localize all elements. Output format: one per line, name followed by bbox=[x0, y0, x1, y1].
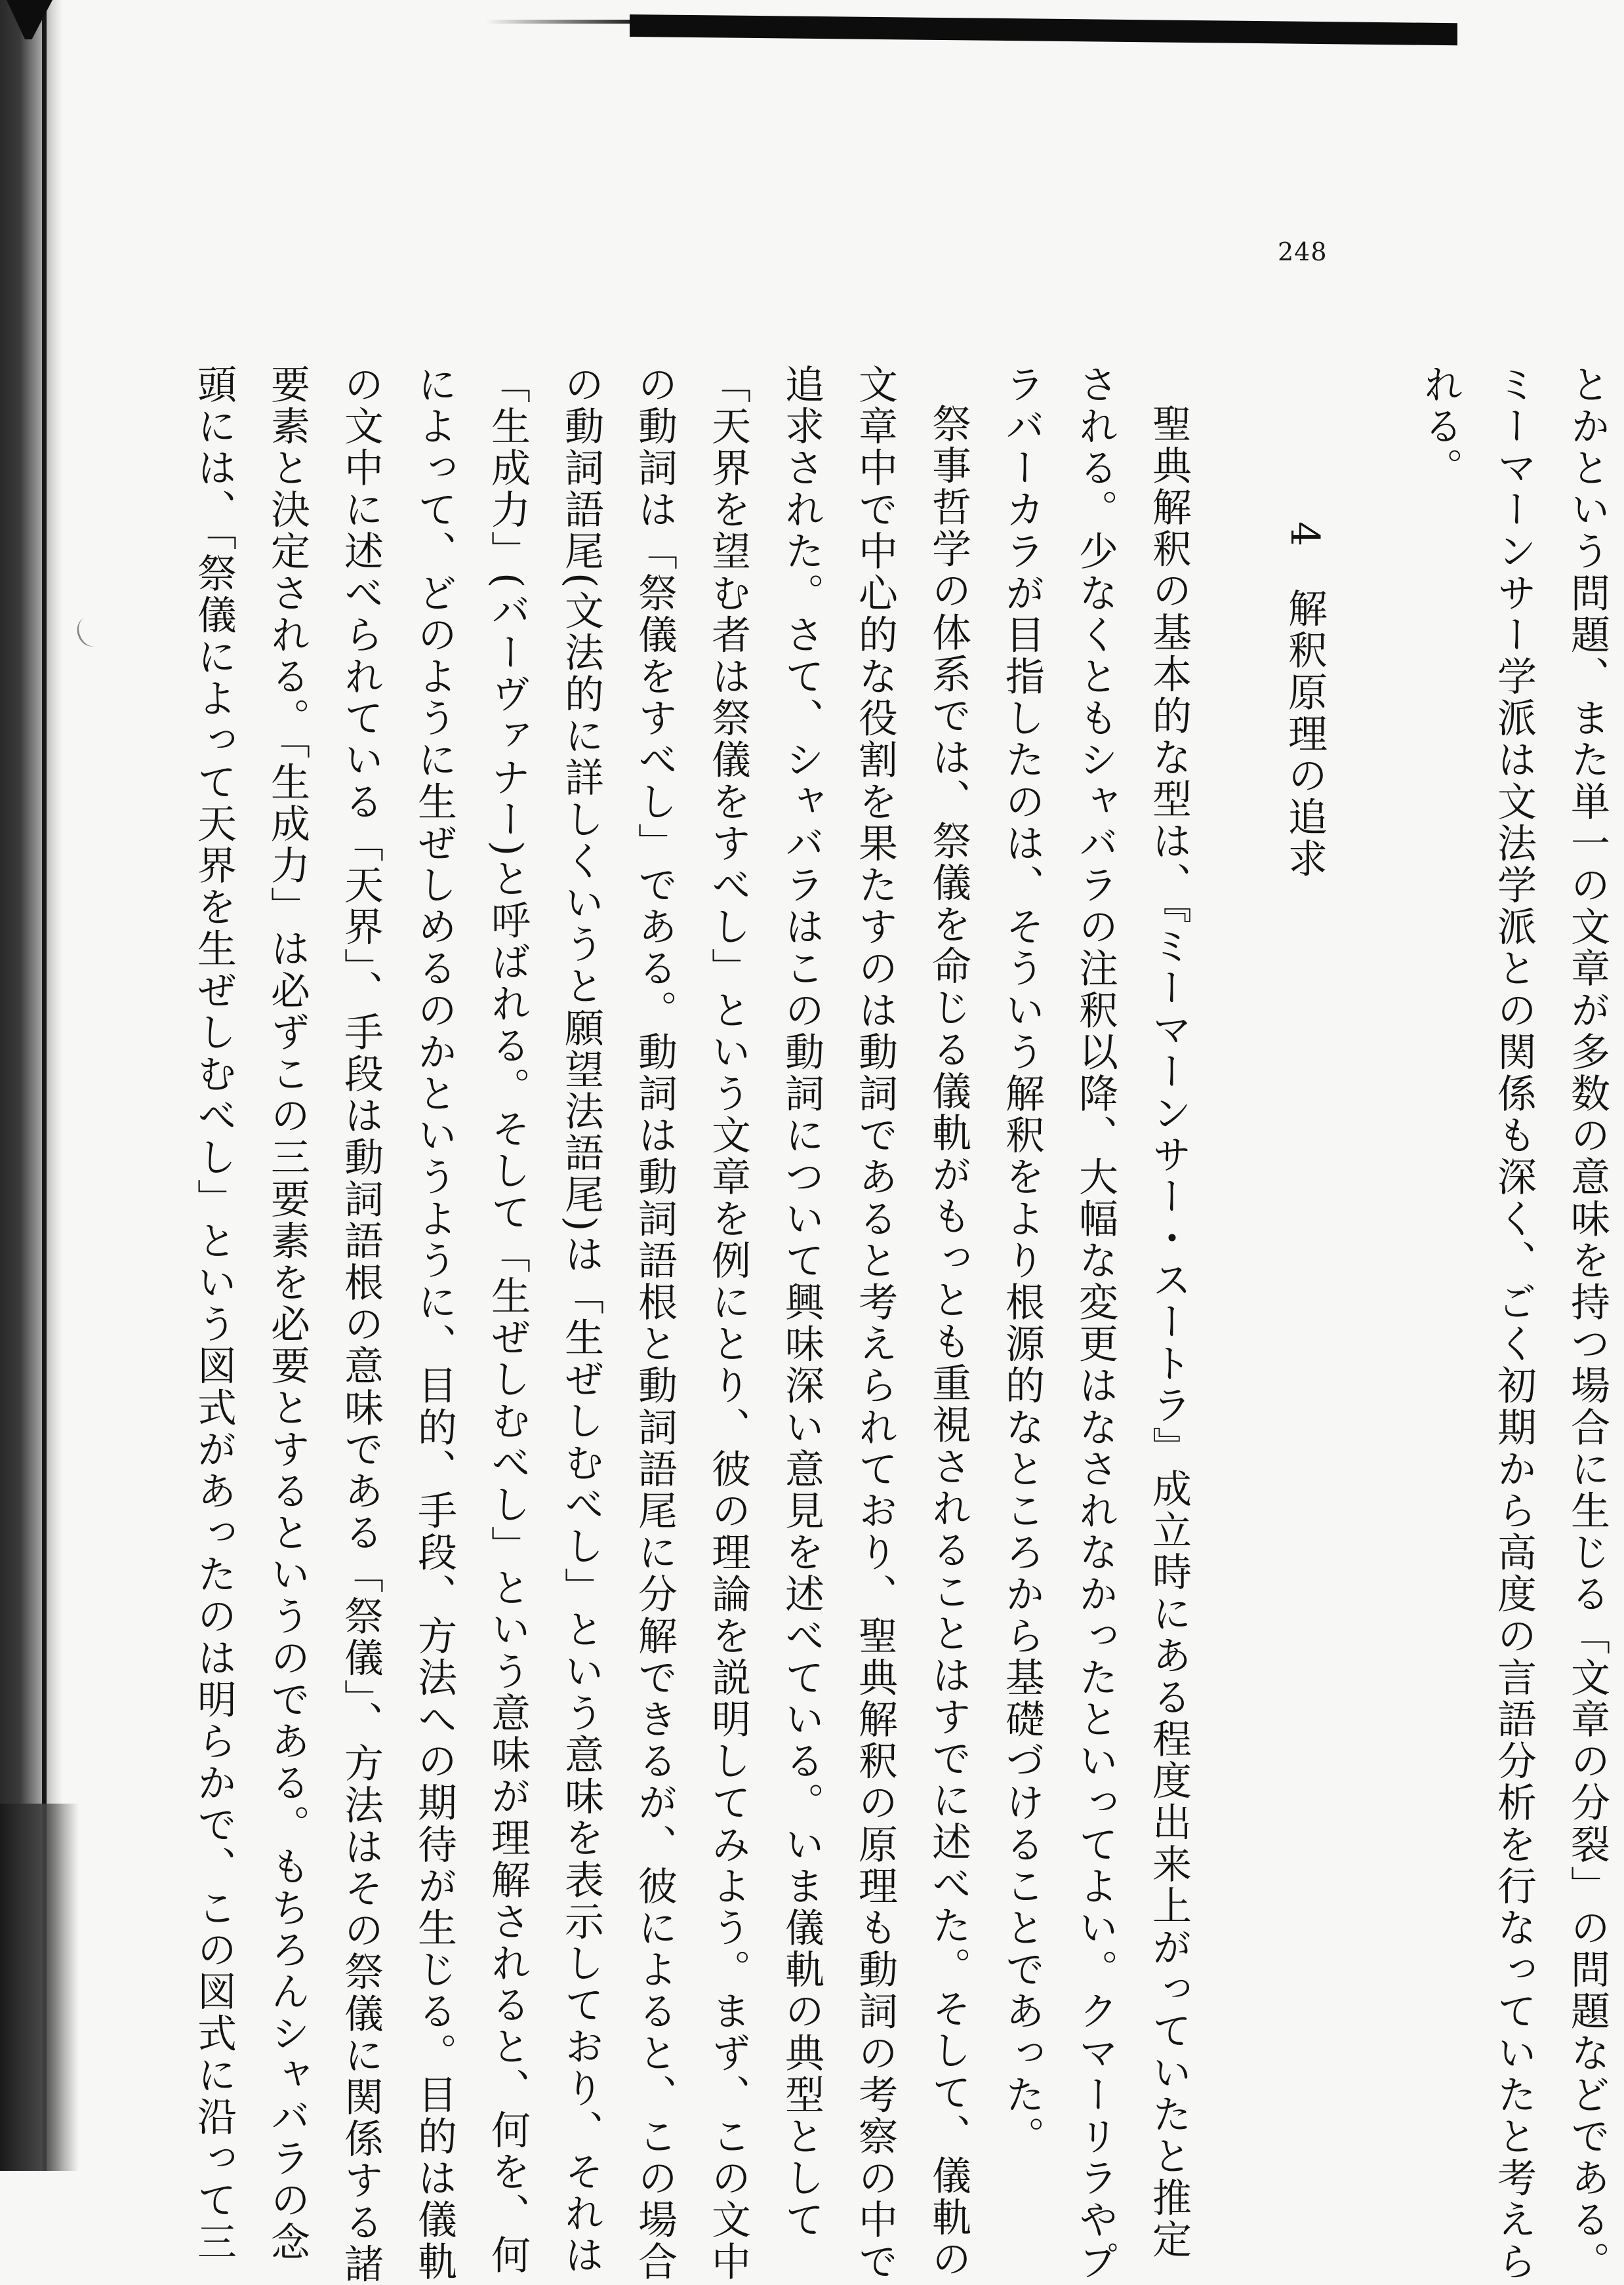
text-line: ラバーカラが目指したのは、そういう解釈をより根源的なところから基礎づけることであった。 bbox=[999, 364, 1045, 2158]
text-line: ミーマーンサー学派は文法学派との関係も深く、ごく初期から高度の言語分析を行なっていたと考えら bbox=[1491, 364, 1537, 2283]
text-line: される。少なくともシャバラの注釈以降、大幅な変更はなされなかったといってよい。クマーリラやプ bbox=[1072, 364, 1118, 2283]
text-line: 頭には、「祭儀によって天界を生ぜしむべし」という図式があったのは明らかで、この図式に沿って三 bbox=[191, 364, 237, 2263]
text-line: の動詞語尾(文法的に詳しくいうと願望法語尾)は「生ぜしむべし」という意味を表示しており、それは bbox=[558, 364, 604, 2277]
text-line: によって、どのように生ぜしめるのかというように、目的、手段、方法への期待が生じる。目的は儀軌 bbox=[411, 364, 457, 2283]
text-line: の文中に述べられている「天界」、手段は動詞語根の意味である「祭儀」、方法はその祭儀に関係する諸 bbox=[338, 364, 384, 2285]
text-line: 「天界を望む者は祭儀をすべし」という文章を例にとり、彼の理論を説明してみよう。まず、この文中 bbox=[705, 364, 751, 2283]
text-line: 文章中で中心的な役割を果たすのは動詞であると考えられており、聖典解釈の原理も動詞の考察の中で bbox=[852, 364, 898, 2283]
gutter-dark-scan-area bbox=[0, 1804, 79, 2171]
text-line: の動詞は「祭儀をすべし」である。動詞は動詞語根と動詞語尾に分解できるが、彼によると、この場合 bbox=[632, 364, 678, 2283]
text-line: 祭事哲学の体系では、祭儀を命じる儀軌がもっとも重視されることはすでに述べた。そして、儀軌の bbox=[925, 403, 971, 2280]
text-line: れる。 bbox=[1417, 364, 1463, 489]
scan-top-edge-bar bbox=[630, 14, 1457, 45]
scan-edge-fade bbox=[485, 20, 643, 24]
text-line: 要素と決定される。「生成力」は必ずこの三要素を必要とするというのである。もちろんシャバラの念 bbox=[264, 364, 310, 2263]
text-line: 聖典解釈の基本的な型は、『ミーマーンサー・スートラ』成立時にある程度出来上がっていたと推定 bbox=[1146, 403, 1192, 2261]
section-title: 解釈原理の追求 bbox=[1282, 588, 1328, 880]
margin-pencil-mark bbox=[73, 613, 107, 651]
text-line: 追求された。さて、シャバラはこの動詞について興味深い意見を述べている。いま儀軌の典型として bbox=[779, 364, 824, 2241]
vertical-text-block bbox=[177, 364, 1624, 2285]
text-line: とかという問題、また単一の文章が多数の意味を持つ場合に生じる「文章の分裂」の問題などである。 bbox=[1564, 364, 1610, 2283]
text-line: 「生成力」(バーヴァナー)と呼ばれる。そして「生ぜしむべし」という意味が理解されると、何を、何 bbox=[485, 364, 531, 2277]
page-number: 248 bbox=[1278, 237, 1328, 266]
section-heading bbox=[1268, 364, 1341, 2161]
section-number: 4 bbox=[1282, 521, 1328, 549]
